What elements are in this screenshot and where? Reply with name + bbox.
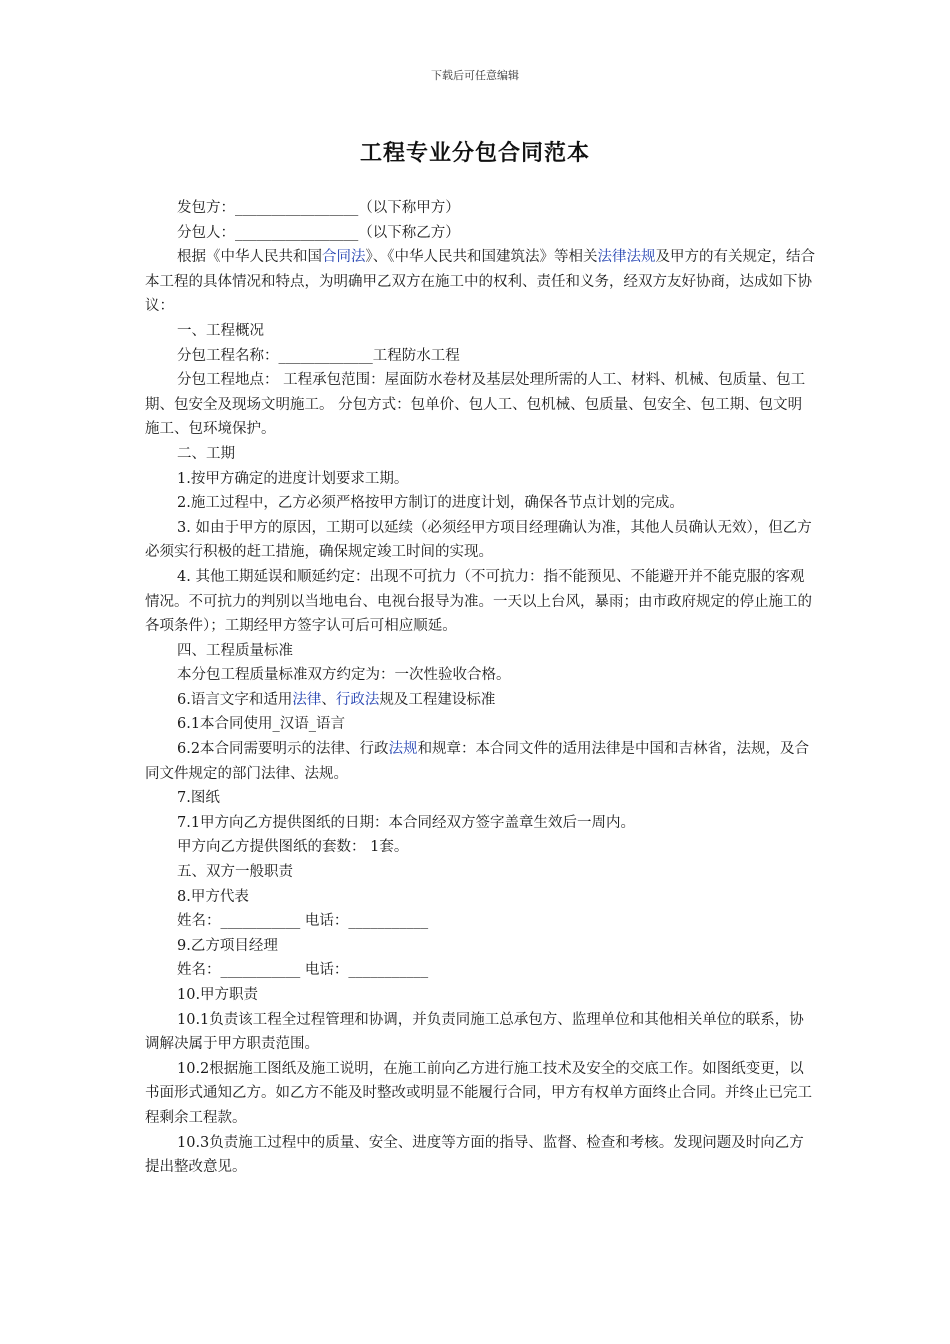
contact-line: 姓名：___________ 电话：___________ (177, 962, 429, 979)
clause-paragraph: 1.按甲方确定的进度计划要求工期。 (177, 470, 409, 487)
clause-paragraph: 甲方向乙方提供图纸的套数： 1套。 (177, 839, 409, 856)
section-heading: 一、工程概况 (177, 322, 264, 339)
document-title: 工程专业分包合同范本 (359, 140, 590, 166)
text-span: 和规章：本合同文件的适用法律是中国和吉林省，法规，及合同文件规定的部门法律、法规。 (145, 741, 810, 782)
clause-paragraph: 10.2根据施工图纸及施工说明，在施工前向乙方进行施工技术及安全的交底工作。如图纸变更，以书面形式通知乙方。如乙方不能及时整改或明显不能履行合同，甲方有权单方面终止合同。并终止已完工程剩余工程款。 (145, 1060, 812, 1126)
header-note: 下载后可任意编辑 (431, 69, 519, 82)
project-scope-paragraph: 分包工程地点： 工程承包范围：屋面防水卷材及基层处理所需的人工、材料、机械、包质量、包工期、包安全及现场文明施工。 分包方式：包单价、包人工、包机械、包质量、包安全、包工期、包文明施工、包环境保护。 (145, 372, 806, 438)
clause-paragraph: 7.1甲方向乙方提供图纸的日期：本合同经双方签字盖章生效后一周内。 (177, 814, 636, 831)
administrative-law-link[interactable]: 行政法 (335, 691, 380, 708)
clause-paragraph: 3. 如由于甲方的原因，工期可以延续（必须经甲方项目经理确认为准，其他人员确认无效），但乙方必须实行积极的赶工措施，确保规定竣工时间的实现。 (145, 519, 812, 561)
clause-paragraph: 4. 其他工期延误和顺延约定：出现不可抗力（不可抗力：指不能预见、不能避开并不能克服的客观情况。不可抗力的判别以当地电台、电视台报导为准。一天以上台风，暴雨；由市政府规定的停止施工的各项条件）；工期经甲方签字认可后可相应顺延。 (145, 568, 812, 635)
clause-paragraph: 10.1负责该工程全过程管理和协调，并负责同施工总承包方、监理单位和其他相关单位的联系，协调解决属于甲方职责范围。 (145, 1011, 804, 1053)
text-span: 根据《中华人民共和国 (177, 249, 322, 266)
contract-law-link[interactable]: 合同法 (322, 249, 366, 266)
section-heading: 二、工期 (177, 445, 235, 462)
project-name-line: 分包工程名称：_____________工程防水工程 (177, 347, 460, 364)
regulations-link[interactable]: 法规 (388, 741, 418, 758)
clause-paragraph: 2.施工过程中，乙方必须严格按甲方制订的进度计划，确保各节点计划的完成。 (177, 495, 684, 512)
text-span: 、 (321, 691, 336, 708)
section-heading: 四、工程质量标准 (177, 642, 293, 659)
party-a-line: 发包方：_________________（以下称甲方） (177, 200, 460, 216)
clause-paragraph: 8.甲方代表 (177, 888, 249, 905)
preamble-paragraph (145, 245, 815, 319)
clause-paragraph (145, 737, 815, 786)
clause-paragraph: 10.甲方职责 (177, 987, 259, 1003)
clause-paragraph: 本分包工程质量标准双方约定为：一次性验收合格。 (177, 667, 511, 684)
section-heading: 五、双方一般职责 (177, 864, 293, 881)
party-b-line: 分包人：_________________（以下称乙方） (177, 224, 460, 241)
contact-line: 姓名：___________ 电话：___________ (177, 913, 429, 930)
text-span: 》、《中华人民共和国建筑法》等相关 (365, 249, 598, 266)
text-span: 规及工程建设标准 (379, 691, 496, 708)
laws-regulations-link[interactable]: 法律法规 (597, 249, 656, 266)
law-link[interactable]: 法律 (292, 691, 322, 708)
clause-paragraph: 6.1本合同使用_汉语_语言 (177, 716, 346, 733)
text-span: 6.语言文字和适用 (177, 691, 293, 708)
contract-body (145, 196, 815, 1180)
clause-paragraph: 9.乙方项目经理 (177, 937, 278, 954)
clause-paragraph: 10.3负责施工过程中的质量、安全、进度等方面的指导、监督、检查和考核。发现问题及时向乙方提出整改意见。 (145, 1134, 804, 1176)
text-span: 及甲方的有关规定，结合本工程的具体情况和特点，为明确甲乙双方在施工中的权利、责任和义务，经双方友好协商，达成如下协议： (145, 249, 815, 315)
clause-paragraph: 7.图纸 (177, 790, 220, 807)
text-span: 6.2本合同需要明示的法律、行政 (177, 741, 389, 758)
clause-paragraph (145, 688, 815, 713)
